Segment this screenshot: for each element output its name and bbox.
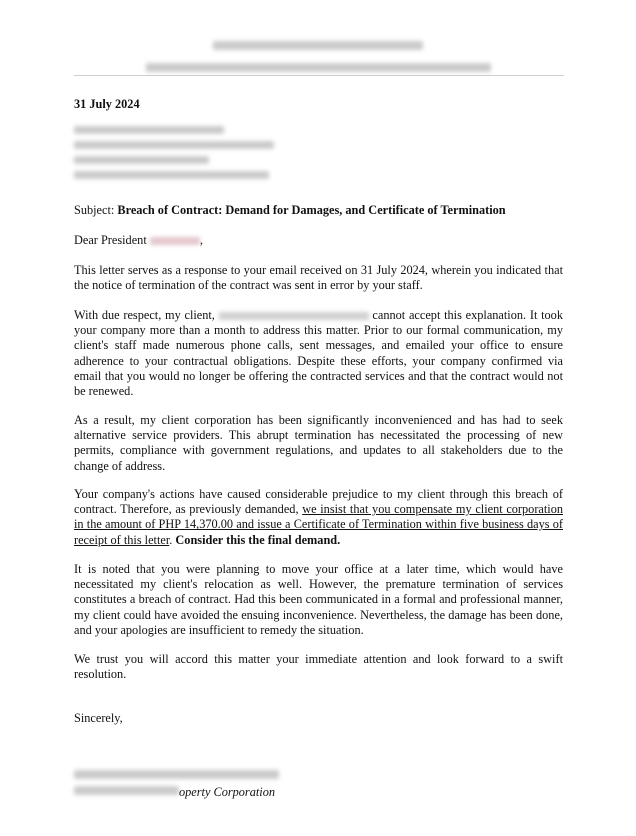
redacted-letterhead-line — [146, 63, 491, 72]
letter-date: 31 July 2024 — [74, 97, 140, 111]
subject-line — [74, 203, 563, 218]
redacted-address-line — [74, 126, 224, 134]
salutation-end: , — [199, 233, 203, 247]
final-demand: Consider this the final demand. — [175, 532, 341, 547]
demand-period: . — [169, 532, 173, 547]
redacted-signatory-line — [74, 770, 279, 779]
salutation — [74, 233, 563, 248]
redacted-letterhead-line — [213, 41, 423, 50]
closing: Sincerely, — [74, 711, 123, 725]
demand-underlined: we insist that you compensate my client corporation in the amount of PHP 14,370.00 and issue a Certificate of Termination within five business days of receipt of this letter — [74, 502, 564, 547]
paragraph-3: As a result, my client corporation has been significantly inconvenienced and has had to seek alternative service providers. This abrupt termination has necessitated the processing of new permits, compliance with government regulations, and updates to all stakeholders due to the change of address. — [74, 413, 563, 473]
subject-prefix: Subject: — [74, 203, 118, 217]
paragraph-5: It is noted that you were planning to move your office at a later time, which would have necessitated my client's relocation as well. However, the premature termination of services constitutes a breach of contract. Had this been communicated in a formal and professional manner, my client could have avoided the ensuing inconvenience. Nevertheless, the damage has been done, and your apologies are insufficient to remedy the situation. — [74, 562, 563, 637]
paragraph-6: We trust you will accord this matter your immediate attention and look forward to a swift resolution. — [74, 652, 563, 682]
redacted-signatory-line — [74, 786, 179, 795]
paragraph-1: This letter serves as a response to your email received on 31 July 2024, wherein you indicated that the notice of termination of the contract was sent in error by your staff. — [74, 263, 563, 293]
redacted-client-name — [219, 312, 369, 320]
company-name: operty Corporation — [179, 785, 275, 799]
redacted-address-line — [74, 156, 209, 164]
subject-title: Breach of Contract: Demand for Damages, and Certificate of Termination — [117, 203, 506, 217]
recipient-address-redacted — [74, 126, 274, 186]
paragraph-2 — [74, 308, 563, 399]
letterhead-redacted — [0, 36, 636, 72]
paragraph-2-start: With due respect, my client, — [74, 308, 215, 322]
paragraph-4 — [74, 487, 563, 548]
paragraph-2-rest: cannot accept this explanation. It took your company more than a month to address this matter. Prior to our formal communication, my client's staff made numerous phone calls, sent messages, and emailed your office to ensure adherence to your contractual obligations. Despite these efforts, your company confirmed via email that you would no longer be offering the contracted services and that the contract would not be renewed. — [74, 308, 563, 399]
redacted-name — [150, 237, 200, 245]
paragraph-4-start: Your company's actions have caused considerable prejudice to my client through this breach of contract. Therefore, as previously demanded, — [74, 487, 563, 517]
redacted-address-line — [74, 171, 269, 179]
redacted-address-line — [74, 141, 274, 149]
header-divider — [74, 75, 564, 76]
salutation-text: Dear President — [74, 233, 147, 247]
